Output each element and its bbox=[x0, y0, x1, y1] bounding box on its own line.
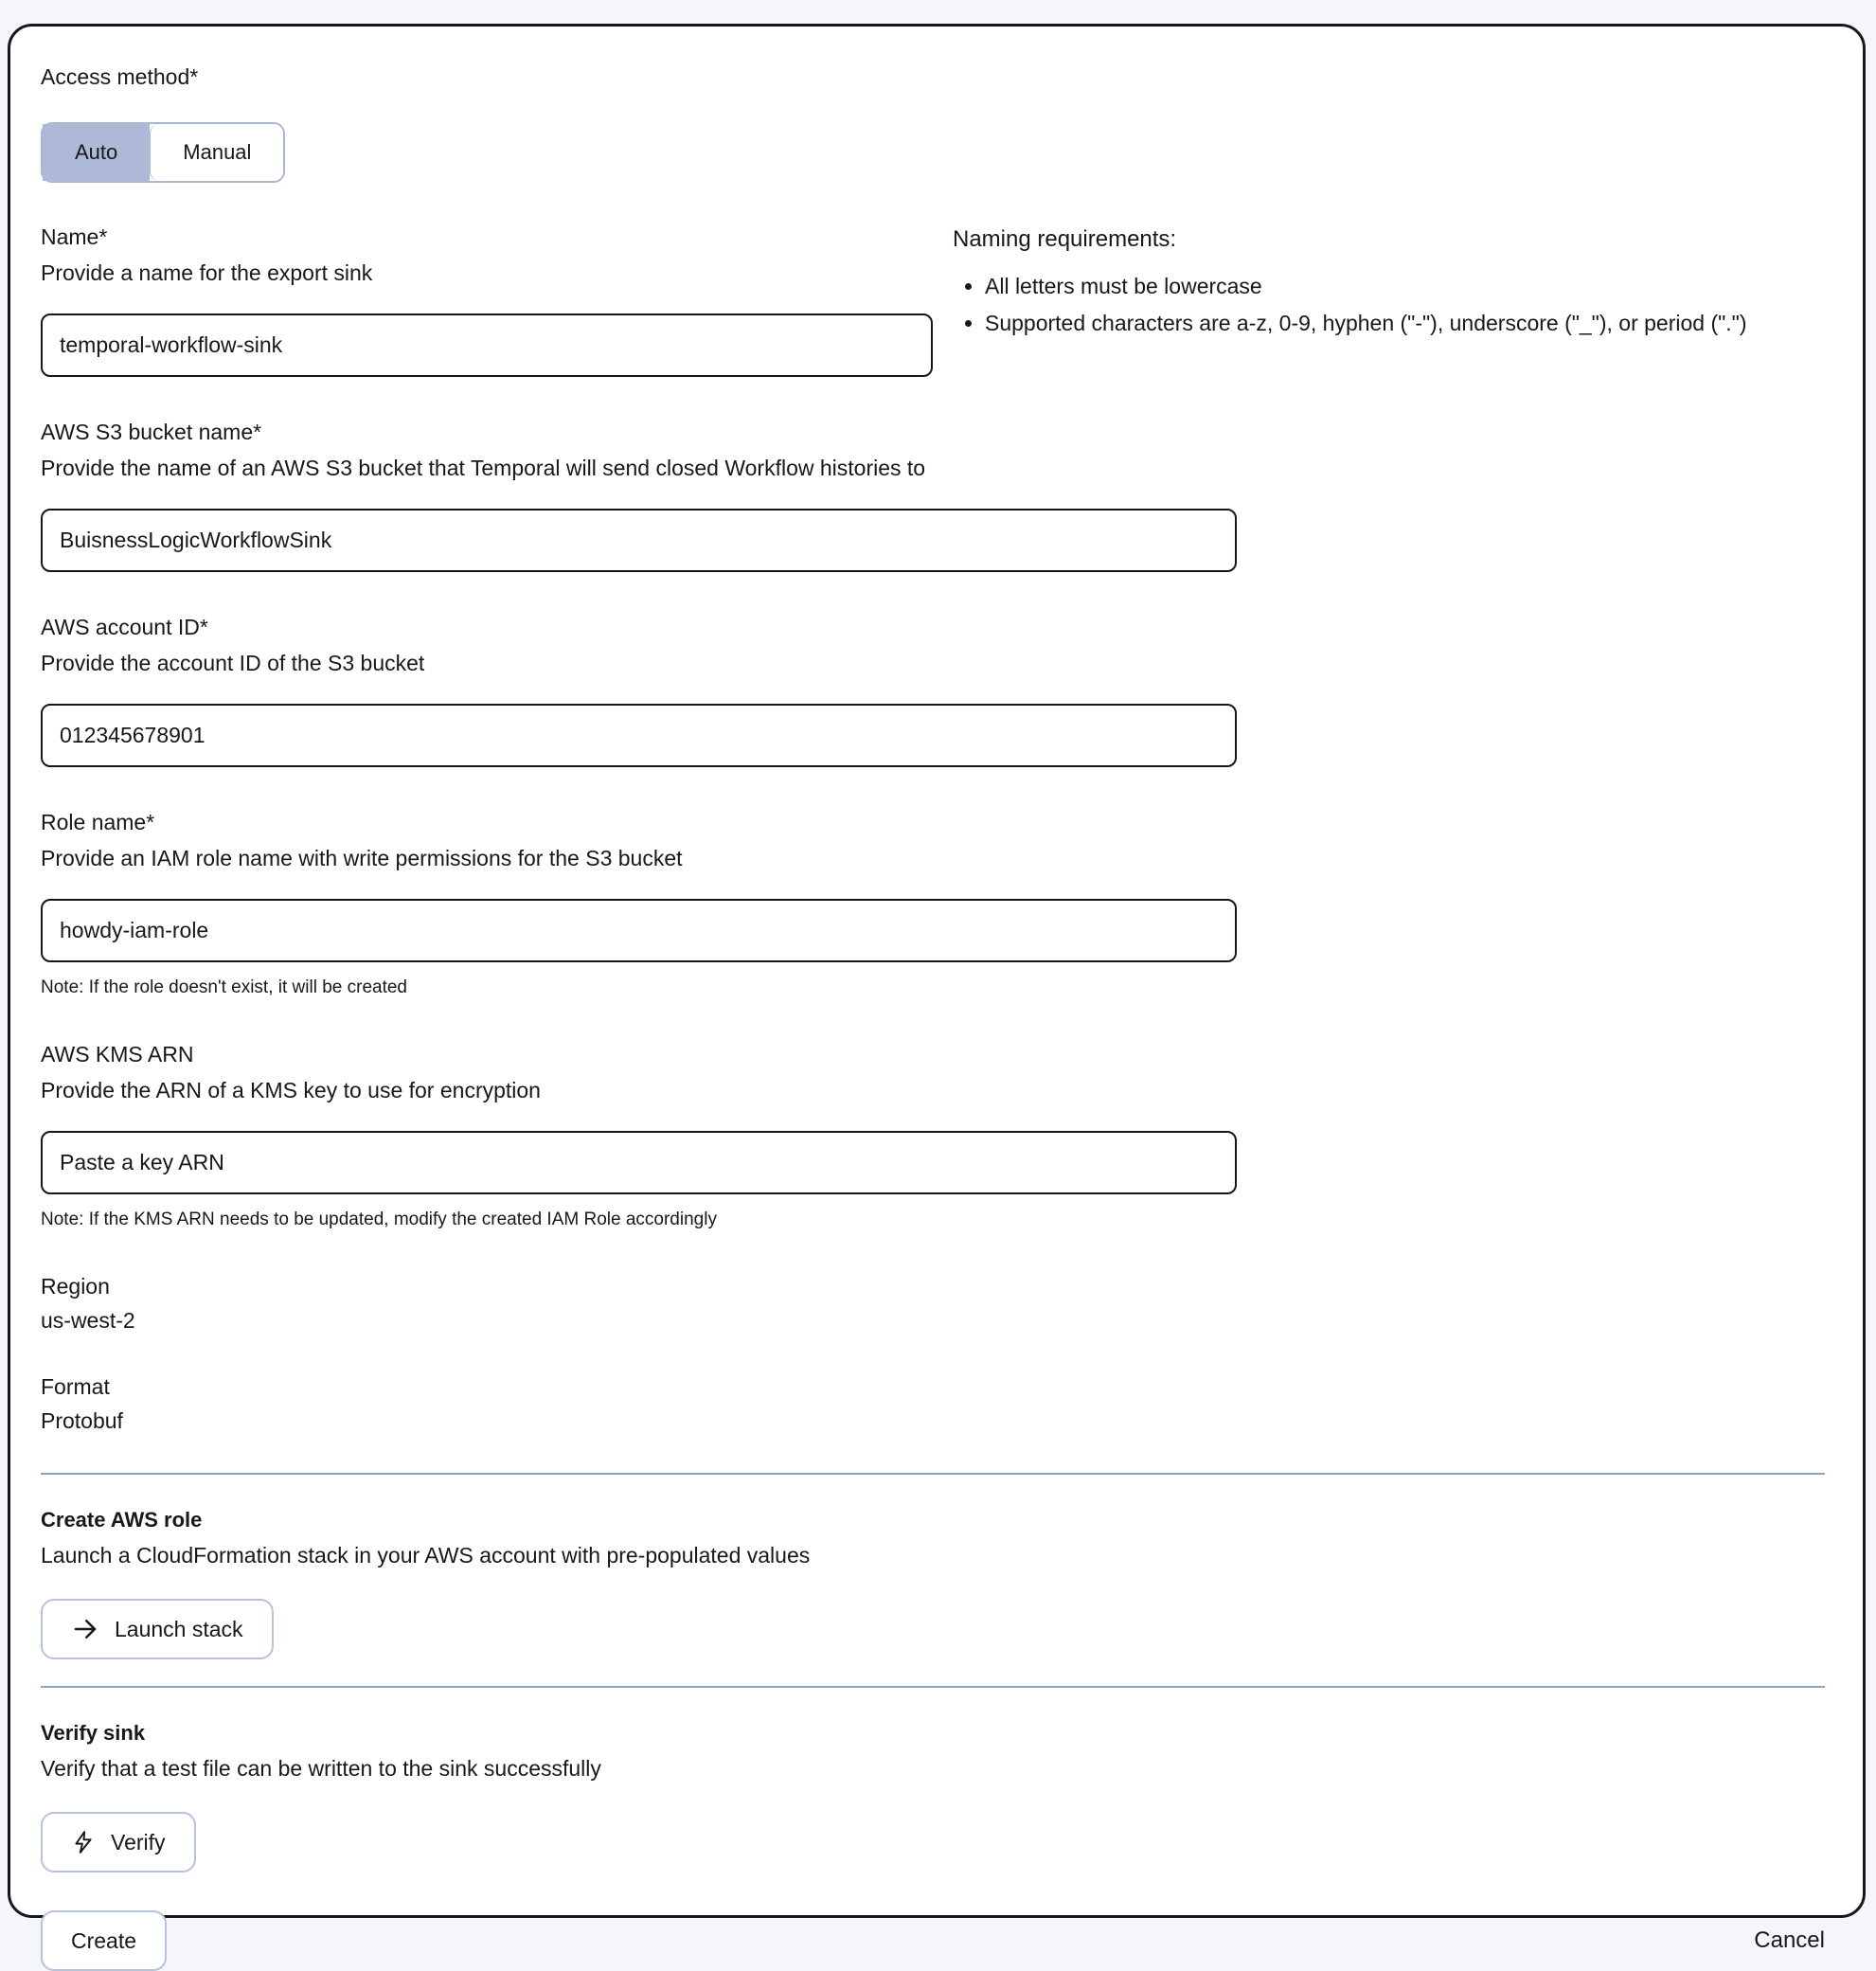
access-method-toggle bbox=[41, 122, 285, 183]
kms-arn-label: AWS KMS ARN bbox=[41, 1042, 194, 1066]
account-id-field-group bbox=[41, 613, 1825, 767]
role-name-description: Provide an IAM role name with write permissions for the S3 bucket bbox=[41, 846, 683, 870]
account-id-label: AWS account ID* bbox=[41, 615, 208, 639]
name-field-group bbox=[41, 223, 953, 377]
name-label: Name* bbox=[41, 224, 108, 249]
form-footer bbox=[41, 1910, 1825, 1971]
s3-bucket-description: Provide the name of an AWS S3 bucket that Temporal will send closed Workflow histories to bbox=[41, 456, 926, 480]
naming-requirement-item: • Supported characters are a-z, 0-9, hyphen ("-"), underscore ("_"), or period (".") bbox=[985, 305, 1825, 342]
name-and-requirements-row bbox=[41, 223, 1825, 377]
format-info-group bbox=[41, 1372, 1825, 1435]
role-name-label: Role name* bbox=[41, 810, 155, 834]
region-label: Region bbox=[41, 1274, 110, 1299]
naming-requirements-title: Naming requirements: bbox=[953, 226, 1177, 252]
create-role-section bbox=[41, 1506, 1825, 1659]
naming-requirement-item: • All letters must be lowercase bbox=[985, 268, 1825, 305]
create-button-label: Create bbox=[71, 1927, 137, 1953]
region-value: us-west-2 bbox=[41, 1308, 135, 1333]
format-value: Protobuf bbox=[41, 1408, 123, 1433]
create-button[interactable] bbox=[41, 1910, 167, 1971]
account-id-input[interactable] bbox=[41, 704, 1237, 767]
role-name-field-group bbox=[41, 808, 1825, 999]
export-sink-form-card bbox=[8, 24, 1866, 1953]
kms-arn-description: Provide the ARN of a KMS key to use for encryption bbox=[41, 1078, 541, 1102]
role-name-note: Note: If the role doesn't exist, it will be created bbox=[41, 977, 407, 997]
arrow-right-icon bbox=[71, 1615, 99, 1643]
launch-stack-button-label: Launch stack bbox=[115, 1616, 243, 1641]
role-name-input[interactable] bbox=[41, 899, 1237, 962]
s3-bucket-field-group bbox=[41, 418, 1825, 572]
naming-requirements bbox=[953, 223, 1825, 342]
verify-button[interactable] bbox=[41, 1812, 196, 1872]
verify-button-label: Verify bbox=[111, 1829, 166, 1855]
verify-sink-description: Verify that a test file can be written to the sink successfully bbox=[41, 1756, 601, 1781]
name-description: Provide a name for the export sink bbox=[41, 260, 373, 285]
cancel-button[interactable]: Cancel bbox=[1754, 1927, 1825, 1953]
s3-bucket-input[interactable] bbox=[41, 509, 1237, 572]
format-label: Format bbox=[41, 1374, 110, 1399]
access-method-manual-button[interactable]: Manual bbox=[150, 124, 283, 181]
section-divider bbox=[41, 1473, 1825, 1475]
s3-bucket-label: AWS S3 bucket name* bbox=[41, 420, 262, 444]
section-divider bbox=[41, 1686, 1825, 1688]
access-method-auto-button[interactable]: Auto bbox=[43, 124, 150, 181]
launch-stack-button[interactable] bbox=[41, 1599, 274, 1659]
account-id-description: Provide the account ID of the S3 bucket bbox=[41, 651, 425, 675]
access-method-label: Access method* bbox=[41, 64, 199, 89]
kms-arn-note: Note: If the KMS ARN needs to be updated, modify the created IAM Role accordingly bbox=[41, 1209, 717, 1229]
verify-sink-title: Verify sink bbox=[41, 1721, 146, 1745]
create-role-description: Launch a CloudFormation stack in your AWS account with pre-populated values bbox=[41, 1543, 811, 1568]
naming-requirements-list bbox=[953, 268, 1825, 342]
create-role-title: Create AWS role bbox=[41, 1508, 203, 1532]
verify-sink-section bbox=[41, 1719, 1825, 1872]
region-info-group bbox=[41, 1272, 1825, 1335]
lightning-icon bbox=[71, 1830, 96, 1855]
kms-arn-field-group bbox=[41, 1040, 1825, 1231]
name-input[interactable] bbox=[41, 314, 933, 377]
kms-arn-input[interactable] bbox=[41, 1131, 1237, 1194]
